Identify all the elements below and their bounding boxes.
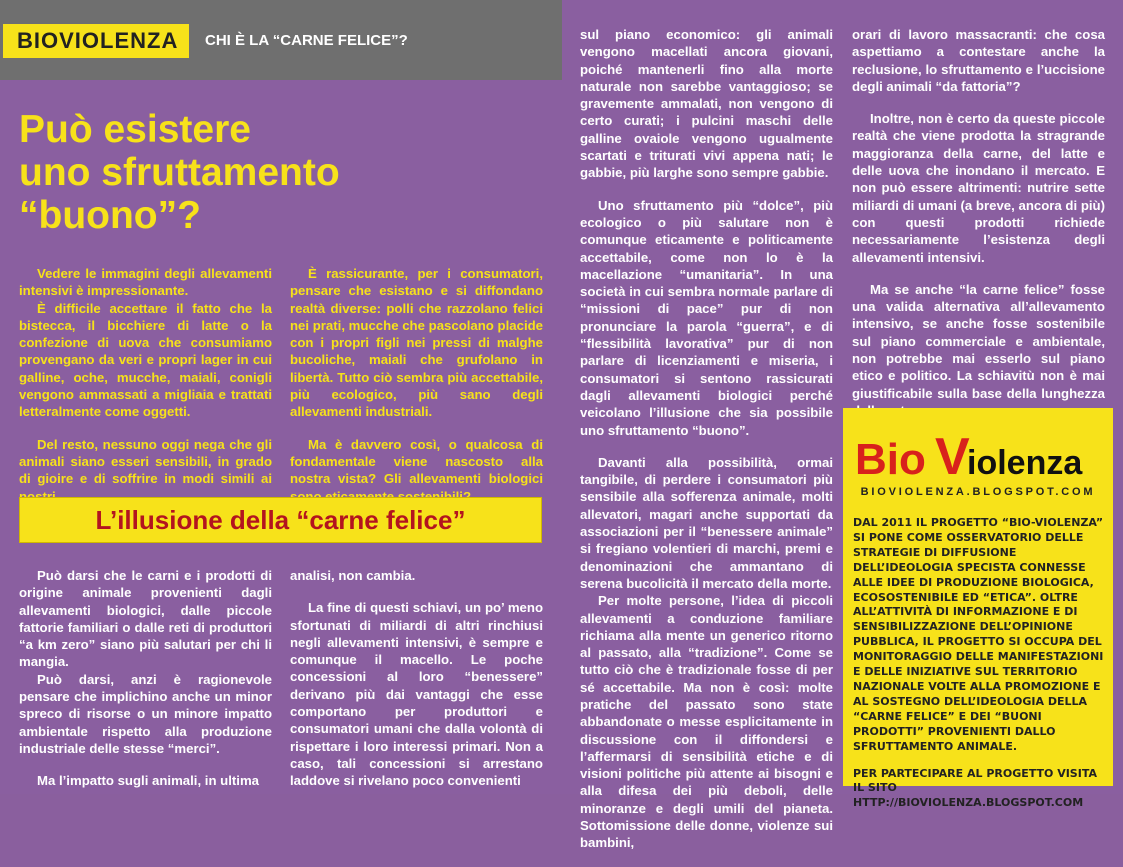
headline-line-2: uno sfruttamento: [19, 151, 340, 194]
bottom-col1-paragraph: Può darsi che le carni e i prodotti di origine animale provenienti dagli allevamenti biologici, dalle piccole fattorie familiari o dalle reti di produttori “a km zero” siano più salutari per chi li mangia.: [19, 568, 272, 670]
bottom-col2-paragraph: La fine di questi schiavi, un po’ meno sfortunati di miliardi di altri rinchiusi negli allevamenti intensivi, è sempre e comunque il macello. Le poche concessioni al loro “benessere” derivano più dai vantaggi che esse comportano per produttori e consumatori umani che dalla volontà di rispettare i loro interessi primari. Non a caso, tali concessioni si arrestano laddove si rivelano poco convenienti: [290, 600, 543, 789]
intro-col1-paragraph: Vedere le immagini degli allevamenti intensivi è impressionante.: [19, 266, 272, 299]
bottom-column-2: [290, 567, 543, 805]
col4-paragraph: Ma se anche “la carne felice” fosse una valida alternativa all’allevamento intensivo, se anche fosse sostenibile sul piano commerciale e ambientale, non potrebbe mai esserlo sul piano etico e politico. La schiavitù non è mai giustificabile sulla base della lunghezza: [852, 281, 1105, 401]
bioviolenza-logo: [853, 426, 1105, 482]
headline-line-3: “buono”?: [19, 194, 201, 237]
bottom-col1-paragraph: Ma l’impatto sugli animali, in ultima: [37, 773, 260, 789]
intro-col2-paragraph: Ma è davvero così, o qualcosa di fondamentale viene nascosto alla nostra vista? Gli allevamenti biologici: [290, 436, 543, 487]
col3-paragraph: Per molte persone, l’idea di piccoli allevamenti a conduzione familiare richiama alla mente un generico ritorno al passato, alla “tradizione”. Come se tutto ciò che è tradizionale fosse di per sé accettabile. Ma non è così: molte pratiche del passato sono state abbandonate o messe esplicitamente in discussione con il diffondersi e l’affermarsi di sensibilità etiche e di visioni politiche più attente ai bisogni e alla difesa dei più deboli, delle minoranze e degli umili del pianeta. Sottomissione delle donne, violenze sui bambini,: [580, 593, 833, 851]
section-title-banner: [19, 497, 542, 543]
section-tag: BIOVIOLENZA: [3, 24, 189, 58]
intro-col1-paragraph: Del resto, nessuno oggi nega che gli animali siano esseri sensibili, in grado di gioire e di soffrire in modi simili ai: [19, 436, 272, 487]
logo-text-iolenza: iolenza: [967, 444, 1083, 482]
header-band: [0, 0, 562, 80]
col3-paragraph: Uno sfruttamento più “dolce”, più ecologico o più salutare non è comunque eticamente e politicamente accettabile, come non lo è la macellazione “umanitaria”. In una società in cui sembra normale parlare di “missioni di pace” pur di non pronunciare la parola “guerra”, e di “flessibilità lavorativa” pur di non parlare di licenziamenti e miseria, i consumatori si sentono rassicurati dagli allevamenti biologici perché veicolano l’illusione che sia possibile uno sfruttamento “buono”.: [580, 197, 833, 438]
section-subtitle: CHI È LA “CARNE FELICE”?: [205, 32, 408, 49]
logo-text-bio: Bio: [855, 435, 926, 482]
bottom-col2-paragraph: analisi, non cambia.: [290, 568, 416, 583]
col4-paragraph: Inoltre, non è certo da queste piccole realtà che viene prodotta la stragrande maggioranza della carne, del latte e delle uova che inondano il mercato. E non può essere altrimenti: nutrire sette miliardi di umani (a breve, ancora di più) con questi prodotti richiede necessariamente l’esistenza degli allevamenti intensivi.: [852, 111, 1105, 265]
info-box-paragraph: DAL 2011 IL PROGETTO “BIO-VIOLENZA” SI PONE COME OSSERVATORIO DELLE STRATEGIE DI DIFFUSIONE DELL’IDEOLOGIA SPECISTA CONNESSE ALLE IDEE DI PRODUZIONE BIOLOGICA, ECOSOSTENIBILE ED “ETICA”. OLTRE ALL’ATTIVITÀ DI INFORMAZIONE E DI SENSIBILIZZAZIONE DELL’OPINIONE PUBBLICA, IL PROGETTO SI OCCUPA DEL MONITORAGGIO DELLE MANIFESTAZIONI E DELLE INIZIATIVE SUL TERRITORIO NAZIONALE VOLTE ALLA PROMOZIONE E AL SOSTEGNO DELL’IDEOLOGIA DELLA “CARNE FELICE” E DEI “BUONI PRODOTTI” PROVENIENTI DALLO SFRUTTAMENTO ANIMALE.: [853, 516, 1104, 753]
column-4: [852, 26, 1105, 434]
column-3: [580, 26, 833, 867]
info-box-paragraph: PER PARTECIPARE AL PROGETTO VISITA IL SITO HTTP://BIOVIOLENZA.BLOGSPOT.COM: [853, 766, 1097, 810]
bottom-col1-paragraph: Può darsi, anzi è ragionevole pensare che implichino anche un minor spreco di risorse o un minore impatto ambientale rispetto alla produzione industriale delle stesse “merci”.: [19, 671, 272, 756]
info-box-text: [853, 516, 1105, 823]
logo-url: BIOVIOLENZA.BLOGSPOT.COM: [860, 486, 1096, 498]
section-title: L’illusione della “carne felice”: [95, 505, 466, 535]
intro-column-2: [290, 265, 543, 520]
headline: [19, 108, 539, 237]
col3-paragraph: Davanti alla possibilità, ormai tangibile, di perdere i consumatori più sensibile alla sofferenza animale, molti allevatori, magari anche supportati da associazioni per il “benessere animale” si fregiano volentieri di marchi, premi e denominazioni che ammantano di serena bucolicità il mercato della morte.: [580, 454, 833, 591]
intro-column-1: [19, 265, 272, 520]
logo-text-v: V: [935, 428, 970, 482]
intro-col2-paragraph: È rassicurante, per i consumatori, pensare che esistano e si diffondano realtà diverse: polli che razzolano felici nei prati, mucche che pascolano placide con i propri figli nei pressi di malghe bucoliche, maiali che grufolano in libertà. Tutto ciò sembra più accettabile, più ecologico, più sano degli allevamenti industriali.: [290, 266, 543, 420]
intro-col1-paragraph: È difficile accettare il fatto che la bistecca, il bicchiere di latte o la confezione di uova che consumiamo provengano da veri e propri lager in cui galline, oche, mucche, maiali, conigli vengono ammassati a migliaia e trattati letteralmente come oggetti.: [19, 300, 272, 420]
headline-line-1: Può esistere: [19, 108, 251, 151]
bioviolenza-info-box: [843, 408, 1113, 810]
col4-paragraph: orari di lavoro massacranti: che cosa aspettiamo a contestare anche la reclusione, lo sfruttamento e l’uccisione degli animali “da fattoria”?: [852, 27, 1105, 94]
col3-paragraph: sul piano economico: gli animali vengono macellati ancora giovani, poiché mantenerli fino alla morte naturale non sarebbe vantaggioso; se gravemente ammalati, non vengono di certo curati; i pulcini maschi delle galline ovaiole vengono ugualmente scartati e triturati vivi appena nati; le gabbie, più larghe sono sempre gabbie.: [580, 27, 833, 181]
bottom-column-1: [19, 567, 272, 805]
